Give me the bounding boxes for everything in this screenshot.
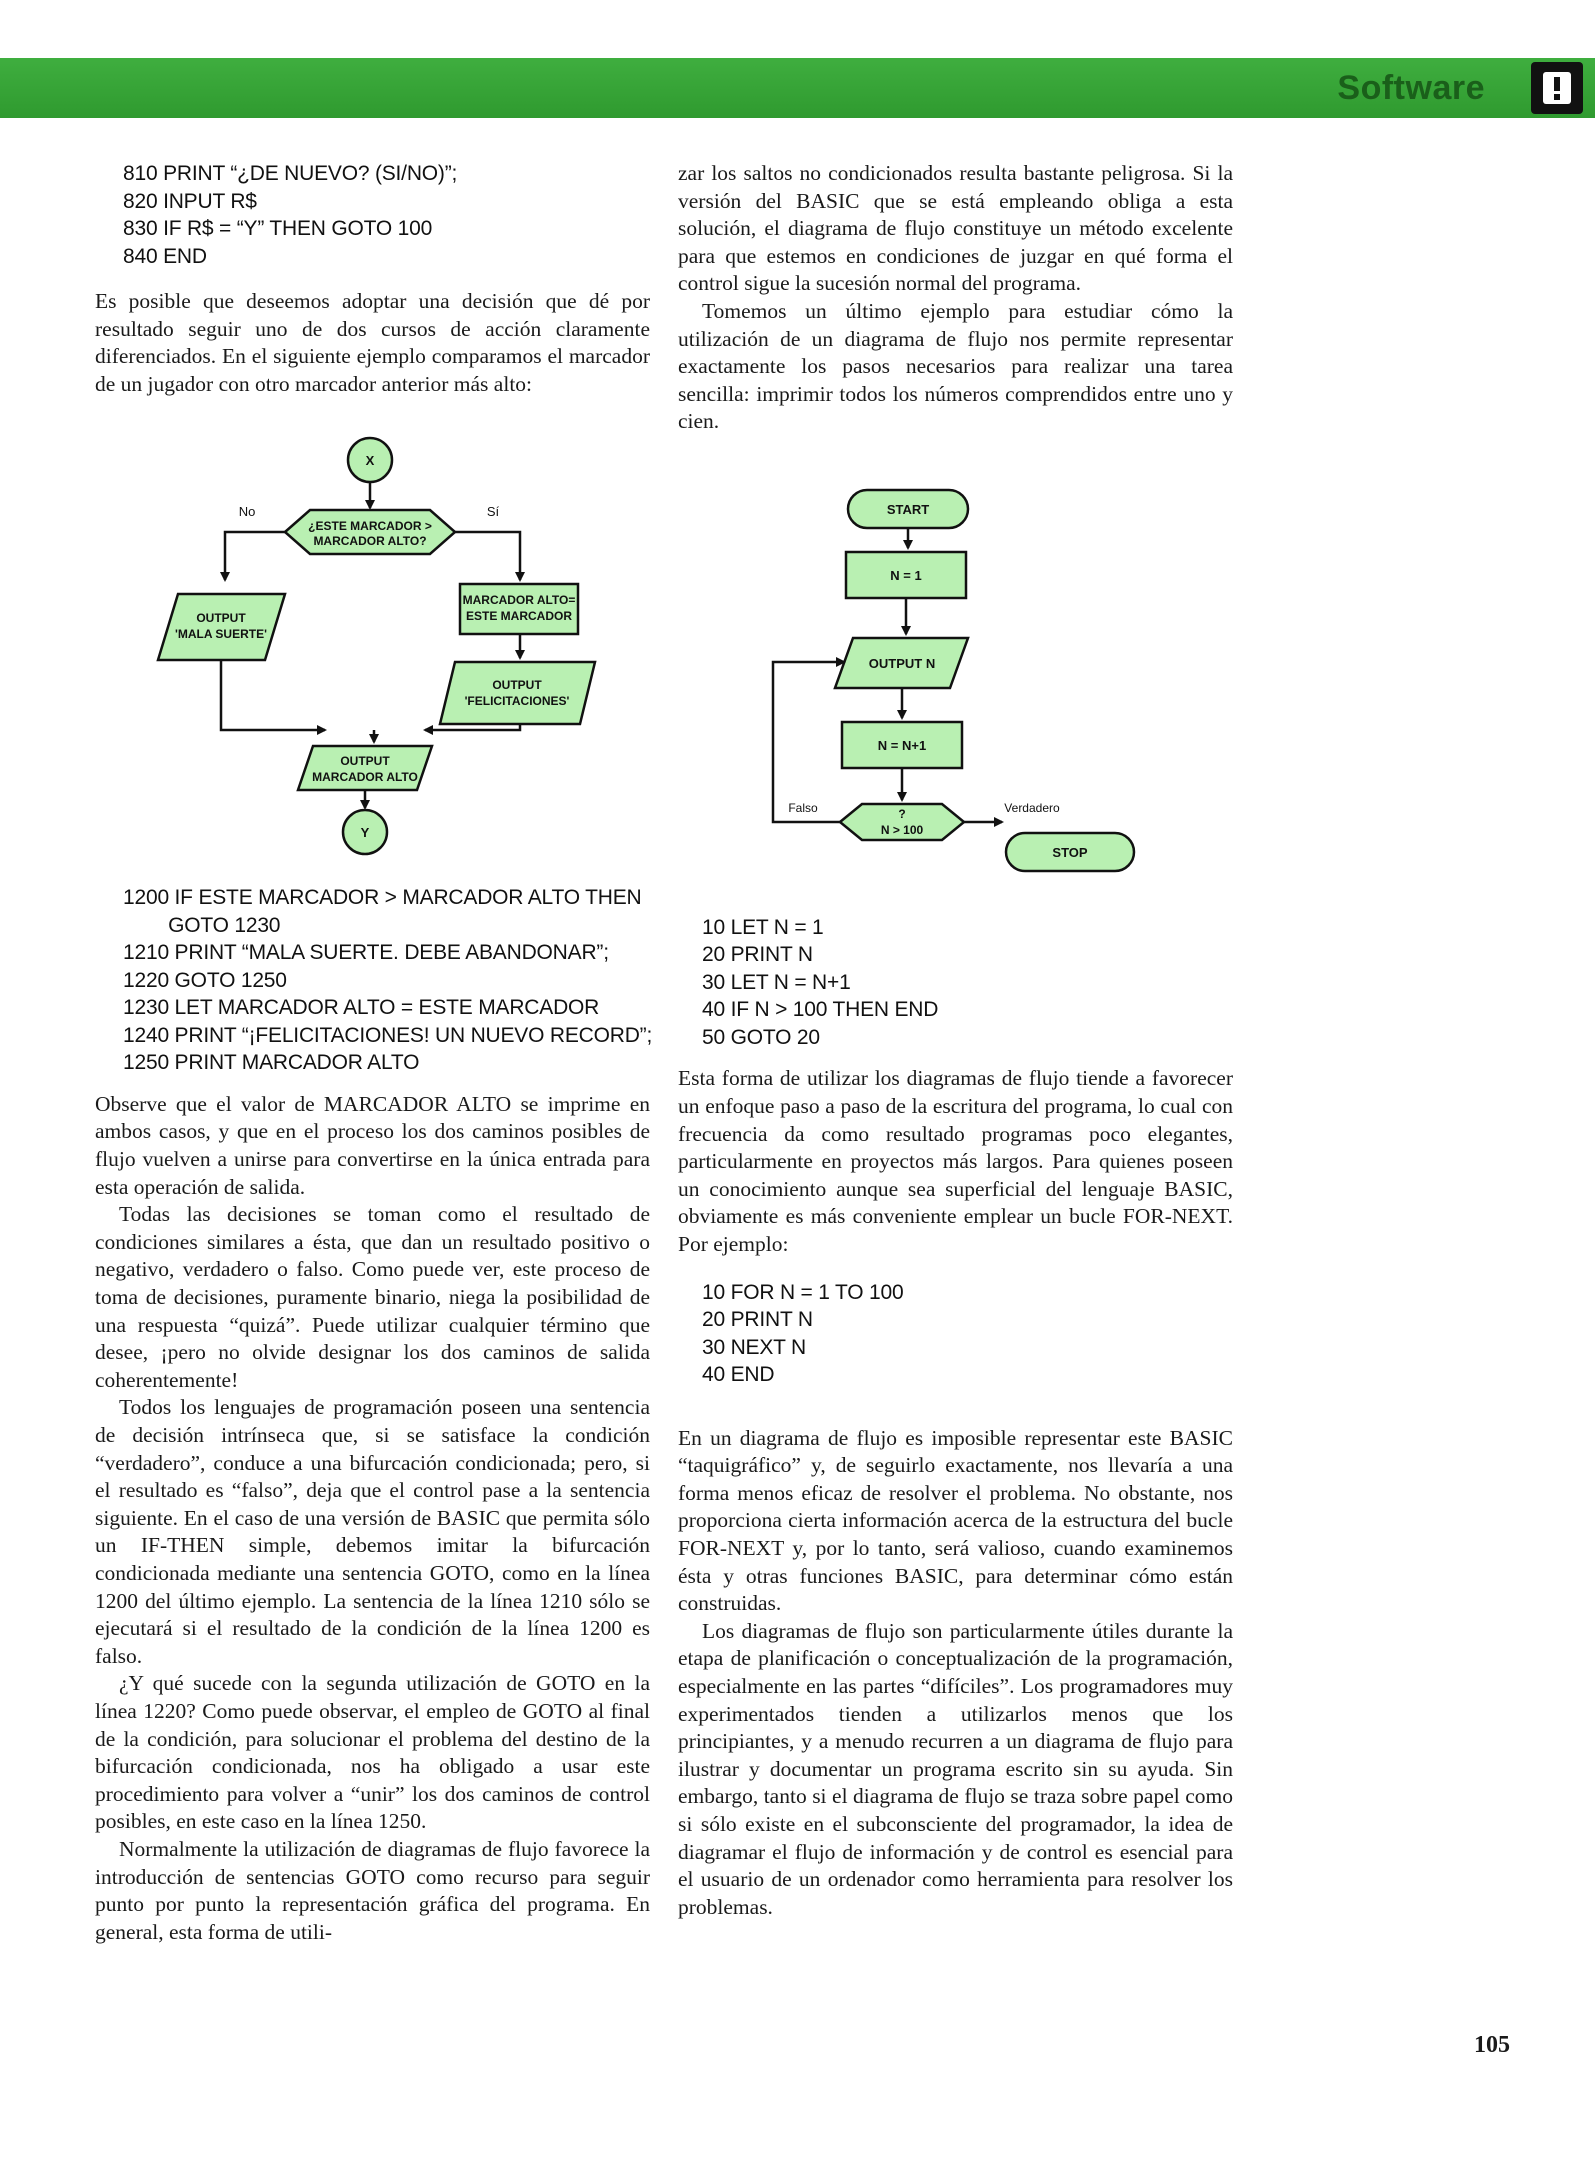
assign-label: MARCADOR ALTO=	[462, 593, 576, 608]
page-number: 105	[1474, 2032, 1510, 2058]
flowchart-count-loop	[678, 466, 1233, 906]
paragraph: ¿Y qué sucede con la segunda utilización de GOTO en la línea 1220? Como puede observar, el empleo de GOTO al final de la condición, para solucionar el problema del destino de la bifurcación condicionada, nos ha obligado a usar este procedimiento para volver a “unir” los dos caminos de control posibles, en este caso en la línea 1250.	[95, 1671, 650, 1834]
code-line: GOTO 1230	[123, 913, 281, 937]
verdadero-label: Verdadero	[1004, 800, 1060, 815]
assign-label: ESTE MARCADOR	[465, 609, 573, 624]
code-line: 1220 GOTO 1250	[123, 968, 287, 992]
stop-label: STOP	[1052, 844, 1088, 860]
decision-loop-label: N > 100	[880, 822, 924, 837]
paragraph: Es posible que deseemos adoptar una decisión que dé por resultado seguir uno de dos cursos de acción claramente diferenciados. En el siguiente ejemplo comparamos el marcador de un jugador con otro marcador anterior más alto:	[95, 289, 650, 396]
code-line: 840 END	[123, 244, 207, 268]
output-left-label: 'MALA SUERTE'	[175, 627, 267, 642]
connector-x-label: X	[365, 453, 375, 469]
code-line: 810 PRINT “¿DE NUEVO? (SI/NO)”;	[123, 162, 458, 185]
code-line: 830 IF R$ = “Y” THEN GOTO 100	[123, 217, 433, 240]
paragraph: Los diagramas de flujo son particularmente útiles durante la etapa de planificación o conceptualización de la programación, especialmente en las partes “difíciles”. Los programadores muy experimentados tienden a utilizarlos menos que los principiantes, y a menudo recurren a un diagrama de flujo para ilustrar y documentar un programa escrito sin su ayuda. Sin embargo, tanto si el diagrama de flujo se traza sobre papel como si sólo existe en el subconsciente del programador, la idea de diagramar el flujo de información y de control es esencial para el usuario de un ordenador como herramienta para resolver los problemas.	[678, 1618, 1233, 1919]
code-line: 10 LET N = 1	[702, 915, 824, 939]
decision-q-label: ?	[898, 806, 906, 821]
branch-si-label: Sí	[486, 504, 500, 520]
code-line: 30 NEXT N	[702, 1335, 807, 1359]
header-banner	[0, 58, 1595, 118]
code-line: 20 PRINT N	[702, 943, 813, 967]
output-felicitaciones	[440, 662, 595, 724]
code-line: 10 FOR N = 1 TO 100	[702, 1280, 904, 1304]
code-line: 50 GOTO 20	[702, 1025, 820, 1049]
code-line: 1230 LET MARCADOR ALTO = ESTE MARCADOR	[123, 996, 600, 1020]
paragraph: Todas las decisiones se toman como el resultado de condiciones similares a ésta, que dan un resultado positivo o negativo, verdadero o falso. Como puede ver, este proceso de toma de decisiones, puramente binario, niega la posibilidad de una respuesta “quizá”. Puede utilizar cualquier término que desee, ¡pero no olvide designar los dos caminos de salida coherentemente!	[95, 1202, 650, 1392]
paragraph: Esta forma de utilizar los diagramas de flujo tiende a favorecer un enfoque paso a paso de la escritura del programa, lo cual con frecuencia da como resultado programas poco elegantes, particularmente en proyectos más largos. Para quienes poseen un conocimiento aunque sea superficial del lenguaje BASIC, obviamente es más conveniente emplear un bucle FOR-NEXT. Por ejemplo:	[678, 1066, 1233, 1256]
paragraph: Normalmente la utilización de diagramas de flujo favorece la introducción de sentencias GOTO como recurso para seguir punto por punto la representación gráfica del programa. En general, esta forma de utili-	[95, 1836, 650, 1944]
start-label: START	[886, 501, 930, 517]
flowchart-score-decision	[95, 412, 650, 882]
paragraph: zar los saltos no condicionados resulta bastante peligrosa. Si la versión del BASIC que se está empleando obliga a esta solución, el diagrama de flujo constituye un método excelente para que estemos en condiciones de juzgar en qué forma el control sigue la sucesión normal del programa.	[678, 161, 1233, 296]
section-title: Software	[1337, 69, 1485, 107]
output-right-label: OUTPUT	[492, 678, 542, 693]
decision-label: MARCADOR ALTO?	[313, 534, 427, 549]
branch-no-label: No	[238, 504, 256, 520]
code-block-3	[678, 914, 1233, 1052]
paragraph: Observe que el valor de MARCADOR ALTO se imprime en ambos casos, y que en el proceso los dos caminos posibles de flujo vuelven a unirse para convertirse en la única entrada para esta operación de salida.	[95, 1091, 650, 1199]
paragraph: Tomemos un último ejemplo para estudiar cómo la utilización de un diagrama de flujo nos permite representar exactamente los pasos necesarios para realizar una tarea sencilla: imprimir todos los números comprendidos entre uno y cien.	[678, 298, 1233, 434]
connector-y-label: Y	[360, 825, 370, 841]
code-line: 820 INPUT R$	[123, 189, 257, 213]
code-block-4	[678, 1279, 1233, 1389]
right-column	[678, 160, 1233, 1921]
code-line: 30 LET N = N+1	[702, 970, 851, 994]
init-label: N = 1	[890, 567, 922, 583]
code-line: 1250 PRINT MARCADOR ALTO	[123, 1051, 420, 1075]
computer-logo-icon	[1531, 62, 1583, 114]
code-line: 20 PRINT N	[702, 1308, 813, 1332]
output-right-label: 'FELICITACIONES'	[464, 694, 570, 709]
falso-label: Falso	[788, 800, 818, 815]
paragraph: En un diagrama de flujo es imposible representar este BASIC “taquigráfico” y, de seguirlo exactamente, nos llevaría a una forma menos eficaz de resolver el problema. No obstante, nos proporciona cierta información acerca de la estructura del bucle FOR-NEXT y, por lo tanto, será valioso, cuando examinemos ésta y otras funciones BASIC, para determinar cómo están construidas.	[678, 1425, 1233, 1616]
paragraph: Todos los lenguajes de programación poseen una sentencia de decisión intrínseca que, si se satisface la condición “verdadero”, conduce a una bifurcación condicionada; pero, si el resultado es “falso”, deja que el control pase a la sentencia siguiente. En el caso de una versión de BASIC que permita sólo un IF-THEN simple, debemos imitar la bifurcación condicionada mediante una sentencia GOTO, como en la línea 1200 del último ejemplo. La sentencia de la línea 1210 sólo se ejecutará si el resultado de la condición de la línea 1200 es falso.	[95, 1395, 650, 1668]
code-line: 1200 IF ESTE MARCADOR > MARCADOR ALTO THEN	[123, 886, 642, 910]
output-bottom-label: MARCADOR ALTO	[312, 770, 418, 785]
left-column	[95, 160, 653, 1946]
code-block-2	[95, 884, 653, 1077]
decision-label: ¿ESTE MARCADOR >	[308, 519, 432, 534]
code-line: 1240 PRINT “¡FELICITACIONES! UN NUEVO RECORD”;	[123, 1023, 653, 1047]
output-n-label: OUTPUT N	[868, 655, 936, 671]
code-line: 40 END	[702, 1363, 775, 1387]
output-bottom-label: OUTPUT	[340, 754, 390, 769]
code-line: 1210 PRINT “MALA SUERTE. DEBE ABANDONAR”;	[123, 941, 609, 965]
increment-label: N = N+1	[877, 737, 927, 753]
code-block-1	[95, 160, 650, 270]
code-line: 40 IF N > 100 THEN END	[702, 998, 939, 1022]
output-left-label: OUTPUT	[196, 611, 246, 626]
